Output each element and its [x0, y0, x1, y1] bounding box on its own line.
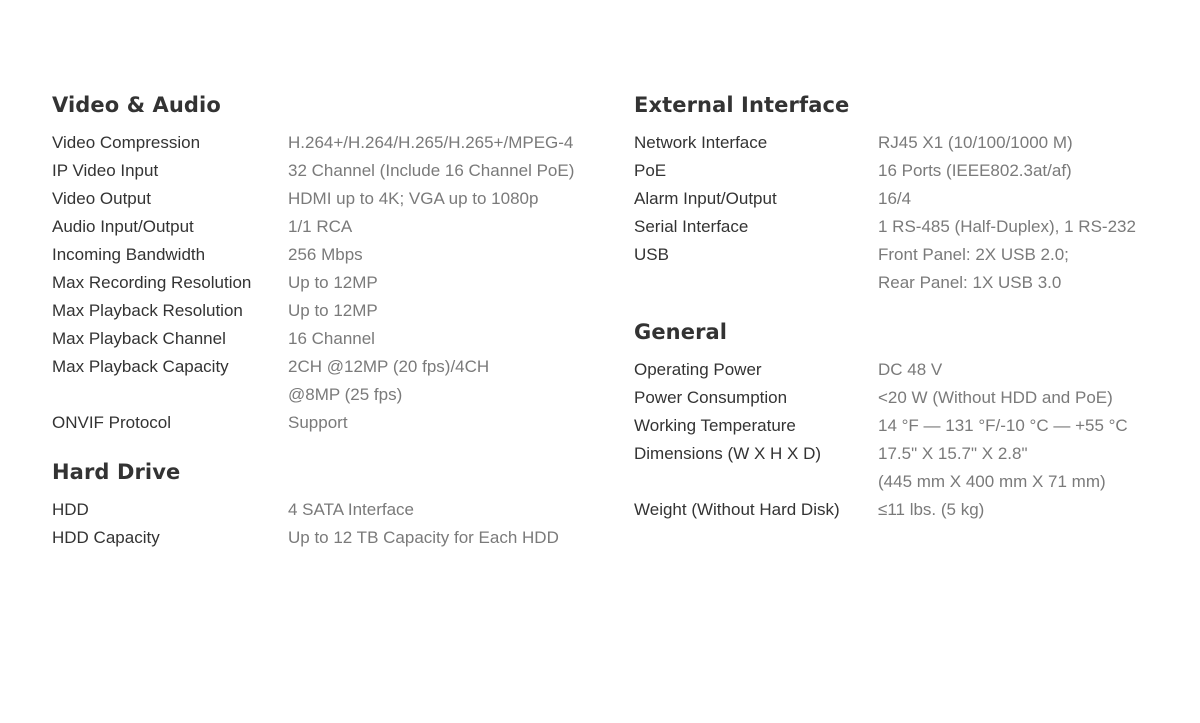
- spec-value-line: 1/1 RCA: [288, 217, 353, 236]
- spec-value-line: Support: [288, 413, 348, 432]
- spec-row: [634, 241, 1174, 297]
- spec-list: [52, 129, 612, 437]
- spec-row: [52, 241, 612, 269]
- left-column: [52, 88, 612, 552]
- spec-label: HDD: [52, 500, 89, 519]
- spec-label: Weight (Without Hard Disk): [634, 500, 840, 519]
- spec-label: Incoming Bandwidth: [52, 245, 206, 264]
- spec-row: [634, 213, 1174, 241]
- section-title: General: [634, 320, 728, 344]
- spec-value-line: 2CH @12MP (20 fps)/4CH: [288, 357, 490, 376]
- spec-value: [878, 356, 942, 384]
- spec-row: [52, 353, 612, 409]
- spec-value: [878, 213, 1136, 241]
- spec-label: PoE: [634, 161, 667, 180]
- section-title: External Interface: [634, 93, 850, 117]
- spec-value-line: (445 mm X 400 mm X 71 mm): [878, 472, 1106, 491]
- spec-value-line: Up to 12 TB Capacity for Each HDD: [288, 528, 559, 547]
- spec-label: Audio Input/Output: [52, 217, 194, 236]
- spec-value-line: 14 °F — 131 °F/-10 °C — +55 °C: [878, 416, 1128, 435]
- spec-row: [634, 185, 1174, 213]
- spec-value-line: 16 Channel: [288, 329, 375, 348]
- spec-value-line: <20 W (Without HDD and PoE): [878, 388, 1113, 407]
- section-title: Video & Audio: [52, 93, 221, 117]
- spec-row: [634, 157, 1174, 185]
- spec-value-line: H.264+/H.264/H.265/H.265+/MPEG-4: [288, 133, 574, 152]
- spec-row: [52, 409, 612, 437]
- spec-list: [52, 496, 612, 552]
- spec-label: Max Playback Channel: [52, 329, 226, 348]
- spec-value-line: @8MP (25 fps): [288, 385, 403, 404]
- spec-row: [52, 297, 612, 325]
- spec-row: [634, 496, 1174, 524]
- spec-label: Operating Power: [634, 360, 762, 379]
- spec-value-line: DC 48 V: [878, 360, 943, 379]
- section-general: [634, 315, 1174, 524]
- spec-value-line: 256 Mbps: [288, 245, 363, 264]
- spec-value-line: 17.5" X 15.7" X 2.8": [878, 444, 1028, 463]
- spec-label: USB: [634, 245, 669, 264]
- spec-label: Serial Interface: [634, 217, 749, 236]
- spec-value-line: 4 SATA Interface: [288, 500, 414, 519]
- spec-value: [288, 269, 378, 297]
- spec-row: [634, 356, 1174, 384]
- spec-value-line: HDMI up to 4K; VGA up to 1080p: [288, 189, 539, 208]
- spec-label: Dimensions (W X H X D): [634, 444, 822, 463]
- spec-row: [634, 384, 1174, 412]
- spec-value: [288, 297, 378, 325]
- spec-value: [878, 496, 984, 524]
- spec-value-line: Up to 12MP: [288, 301, 378, 320]
- spec-list: [634, 129, 1174, 297]
- section-title: Hard Drive: [52, 460, 181, 484]
- spec-label: Max Recording Resolution: [52, 273, 252, 292]
- spec-label: Video Compression: [52, 133, 201, 152]
- spec-value: [288, 129, 573, 157]
- spec-value: [288, 496, 414, 524]
- spec-row: [52, 185, 612, 213]
- spec-value: [288, 353, 489, 409]
- spec-value: [288, 409, 348, 437]
- spec-value: [288, 185, 538, 213]
- spec-value: [878, 412, 1128, 440]
- spec-value: [878, 384, 1113, 412]
- spec-value-line: 1 RS-485 (Half-Duplex), 1 RS-232: [878, 217, 1136, 236]
- spec-label: Power Consumption: [634, 388, 788, 407]
- spec-value-line: Up to 12MP: [288, 273, 378, 292]
- spec-value-line: RJ45 X1 (10/100/1000 M): [878, 133, 1073, 152]
- spec-value: [288, 241, 363, 269]
- spec-value: [288, 325, 375, 353]
- spec-row: [52, 213, 612, 241]
- spec-row: [634, 440, 1174, 496]
- spec-row: [52, 129, 612, 157]
- spec-value: [878, 185, 911, 213]
- spec-value: [878, 440, 1106, 496]
- spec-row: [52, 496, 612, 524]
- spec-label: HDD Capacity: [52, 528, 160, 547]
- spec-value: [288, 213, 352, 241]
- spec-row: [52, 325, 612, 353]
- spec-value: [288, 157, 574, 185]
- spec-value-line: 16 Ports (IEEE802.3at/af): [878, 161, 1072, 180]
- spec-value: [878, 241, 1069, 297]
- spec-row: [634, 412, 1174, 440]
- spec-value: [288, 524, 559, 552]
- spec-label: Network Interface: [634, 133, 768, 152]
- spec-list: [634, 356, 1174, 524]
- spec-label: ONVIF Protocol: [52, 413, 172, 432]
- spec-value-line: Rear Panel: 1X USB 3.0: [878, 273, 1062, 292]
- section-external-interface: [634, 88, 1174, 297]
- section-video-audio: [52, 88, 612, 437]
- spec-value-line: 32 Channel (Include 16 Channel PoE): [288, 161, 575, 180]
- spec-label: Max Playback Resolution: [52, 301, 243, 320]
- spec-row: [52, 269, 612, 297]
- section-hard-drive: [52, 455, 612, 552]
- spec-value-line: 16/4: [878, 189, 912, 208]
- spec-label: Max Playback Capacity: [52, 357, 229, 376]
- spec-value: [878, 157, 1072, 185]
- right-column: [634, 88, 1174, 524]
- spec-row: [52, 524, 612, 552]
- spec-value-line: Front Panel: 2X USB 2.0;: [878, 245, 1069, 264]
- spec-value-line: ≤11 lbs. (5 kg): [878, 500, 985, 519]
- spec-label: Working Temperature: [634, 416, 796, 435]
- spec-label: Video Output: [52, 189, 151, 208]
- spec-row: [52, 157, 612, 185]
- spec-label: IP Video Input: [52, 161, 159, 180]
- spec-label: Alarm Input/Output: [634, 189, 777, 208]
- spec-value: [878, 129, 1073, 157]
- spec-row: [634, 129, 1174, 157]
